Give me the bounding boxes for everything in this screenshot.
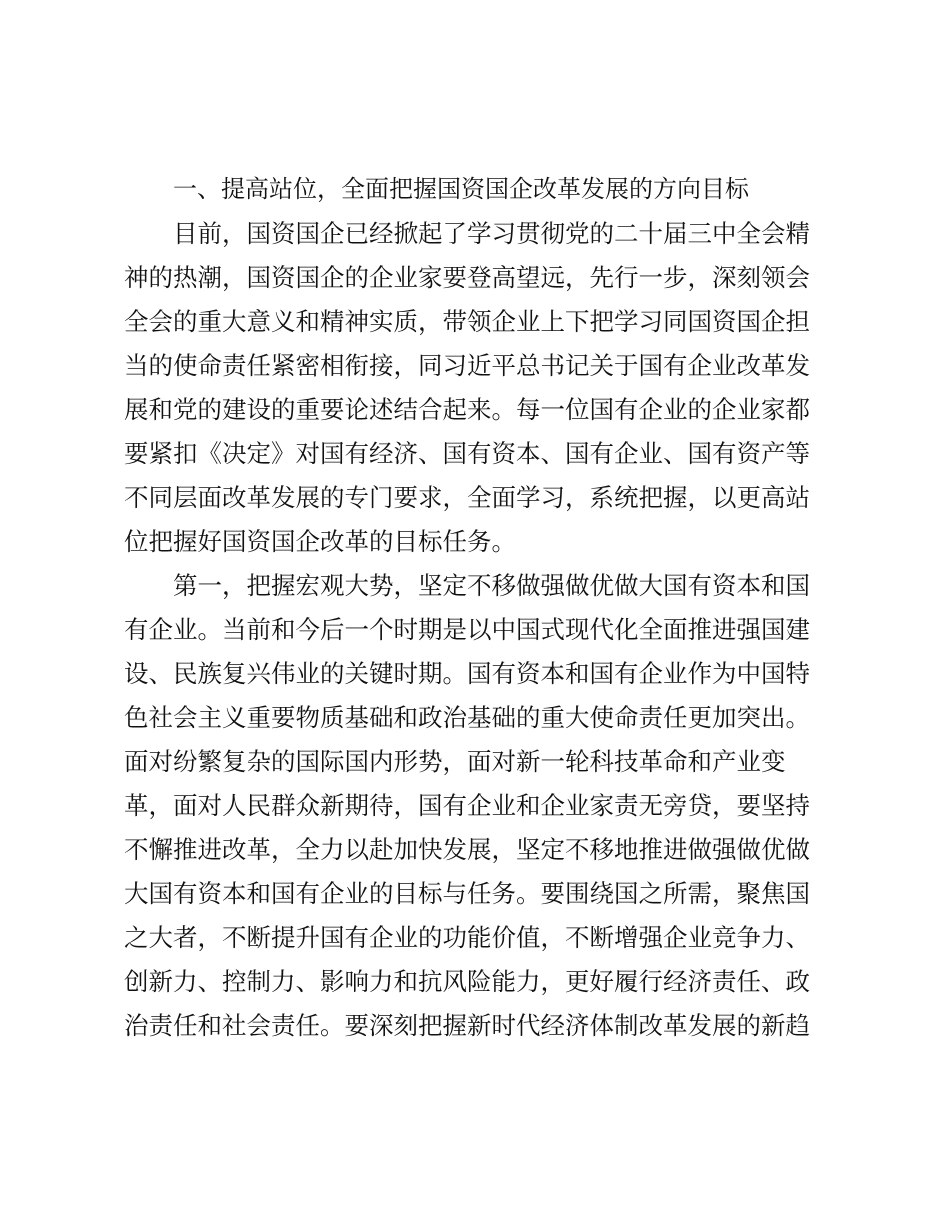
paragraph-line: 位把握好国资国企改革的目标任务。: [124, 527, 516, 556]
paragraph-line: 神的热潮，国资国企的企业家要登高望远，先行一步，深刻领会: [124, 263, 810, 292]
paragraph-line: 创新力、控制力、影响力和抗风险能力，更好履行经济责任、政: [124, 967, 810, 996]
paragraph-line: 大国有资本和国有企业的目标与任务。要围绕国之所需，聚焦国: [124, 879, 810, 908]
paragraph-line: 面对纷繁复杂的国际国内形势，面对新一轮科技革命和产业变: [124, 747, 786, 776]
paragraph-line: 设、民族复兴伟业的关键时期。国有资本和国有企业作为中国特: [124, 659, 810, 688]
section-heading: 一、提高站位，全面把握国资国企改革发展的方向目标: [173, 175, 749, 203]
paragraph-line: 当的使命责任紧密相衔接，同习近平总书记关于国有企业改革发: [124, 351, 810, 380]
paragraph-line: 展和党的建设的重要论述结合起来。每一位国有企业的企业家都: [124, 395, 810, 424]
paragraph-line: 不懈推进改革，全力以赴加快发展，坚定不移地推进做强做优做: [124, 835, 810, 864]
paragraph-line: 目前，国资国企已经掀起了学习贯彻党的二十届三中全会精: [173, 219, 810, 248]
paragraph-line: 治责任和社会责任。要深刻把握新时代经济体制改革发展的新趋: [124, 1011, 810, 1040]
paragraph-line: 全会的重大意义和精神实质，带领企业上下把学习同国资国企担: [124, 307, 810, 336]
paragraph-line: 不同层面改革发展的专门要求，全面学习，系统把握，以更高站: [124, 483, 810, 512]
paragraph-line: 有企业。当前和今后一个时期是以中国式现代化全面推进强国建: [124, 615, 810, 644]
paragraph-line: 第一，把握宏观大势，坚定不移做强做优做大国有资本和国: [173, 571, 810, 600]
paragraph-line: 革，面对人民群众新期待，国有企业和企业家责无旁贷，要坚持: [124, 791, 810, 820]
paragraph-line: 色社会主义重要物质基础和政治基础的重大使命责任更加突出。: [124, 703, 810, 732]
paragraph-line: 之大者，不断提升国有企业的功能价值，不断增强企业竞争力、: [124, 923, 810, 952]
paragraph-line: 要紧扣《决定》对国有经济、国有资本、国有企业、国有资产等: [124, 439, 810, 468]
